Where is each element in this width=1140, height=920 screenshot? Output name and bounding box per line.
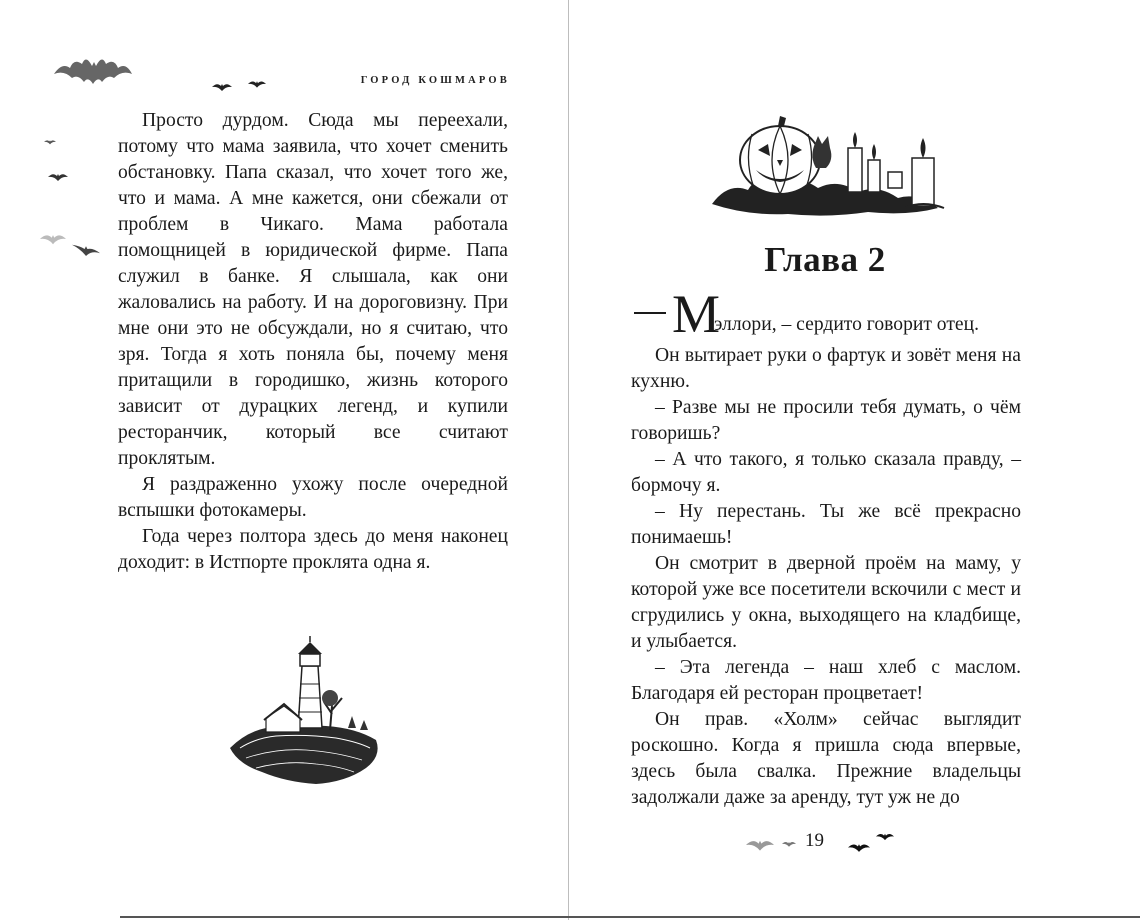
paragraph: Я раздраженно ухожу после очередной вспышки фотокамеры. [118, 474, 508, 521]
drop-cap: М [672, 284, 721, 344]
bat-icon [46, 172, 70, 182]
bat-icon [40, 232, 66, 246]
bat-icon [848, 842, 870, 853]
paragraph: – А что такого, я только сказала правду, – бормочу я. [631, 449, 1021, 496]
paragraph: – Ну перестань. Ты же всё прекрасно понимаешь! [631, 501, 1021, 548]
paragraph: Он смотрит в дверной проём на маму, у которой уже все посетители вскочили с мест и сгрудились у окна, выходящего на кладбище, и улыбается. [631, 553, 1021, 652]
bat-icon [876, 832, 894, 841]
bat-icon [72, 240, 100, 258]
page-divider [568, 0, 569, 920]
running-head: ГОРОД КОШМАРОВ [360, 75, 510, 86]
bottom-edge-line [120, 916, 1140, 918]
bat-icon [52, 52, 134, 94]
bat-icon [248, 79, 266, 89]
paragraph: – Разве мы не просили тебя думать, о чём говоришь? [631, 397, 1021, 444]
bat-icon [746, 836, 774, 854]
bat-icon [782, 840, 796, 848]
left-page-text [118, 108, 508, 576]
page-number: 19 [805, 830, 824, 851]
paragraph: Он вытирает руки о фартук и зовёт меня на кухню. [631, 345, 1021, 392]
paragraph: Просто дурдом. Сюда мы переехали, потому что мама заявила, что хочет сменить обстановку. Папа сказал, что хочет того же, что и мама. А мне кажется, они сбежали от проблем в Чикаго. Мама работала помощницей в юридической фирме. Папа служил в банке. Я слышала, как они жаловались на работу. И на дороговизну. При мне они это не обсуждали, но я считаю, что зря. Тогда я хоть поняла бы, почему меня притащили в городишко, жизнь которого зависит от дурацких легенд, и купили ресторанчик, который все считают проклятым. [118, 110, 508, 469]
pumpkin-candles-icon [708, 112, 948, 218]
lighthouse-island-icon [226, 636, 384, 786]
bat-icon [212, 82, 232, 92]
chapter-title: Глава 2 [764, 240, 886, 279]
opening-line [634, 284, 1024, 344]
em-dash [634, 312, 666, 314]
first-line-text: эллори, – сердито говорит отец. [714, 314, 979, 335]
paragraph: – Эта легенда – наш хлеб с маслом. Благодаря ей ресторан процветает! [631, 657, 1021, 704]
bat-icon [44, 138, 56, 146]
paragraph: Он прав. «Холм» сейчас выглядит роскошно. Когда я пришла сюда впервые, здесь была свалка. Прежние владельцы задолжали даже за аренду, тут уж не до [631, 709, 1021, 808]
paragraph: Года через полтора здесь до меня наконец доходит: в Истпорте проклята одна я. [118, 526, 508, 573]
right-page-text [631, 343, 1021, 811]
